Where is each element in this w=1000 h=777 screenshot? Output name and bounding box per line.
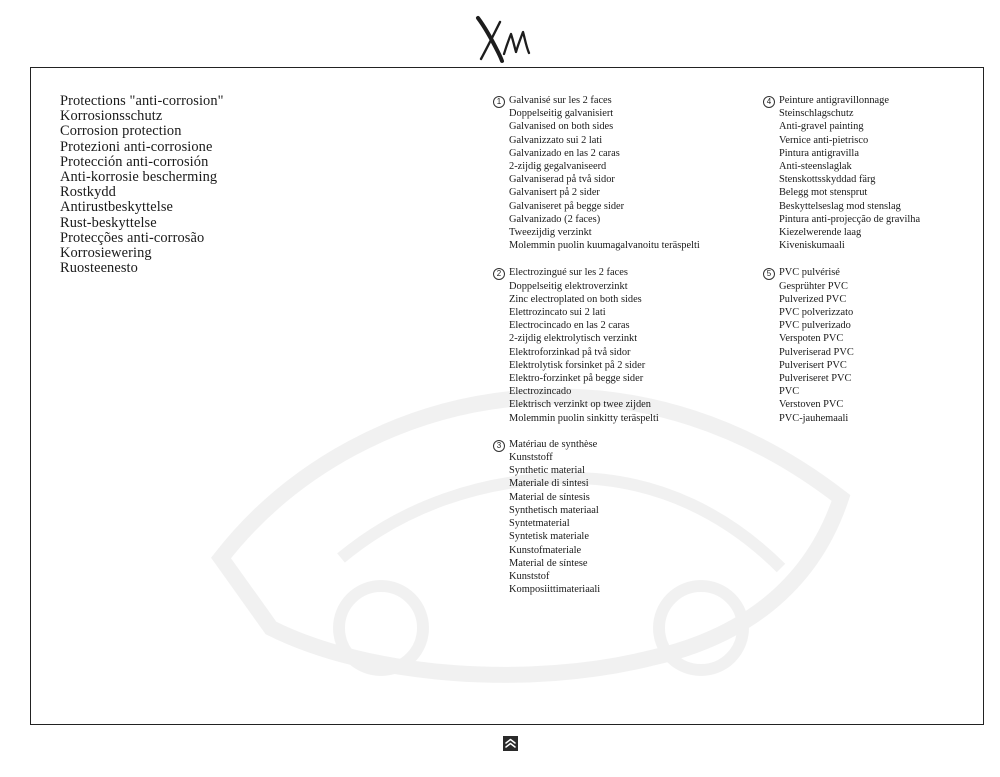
list-item: Pulveriseret PVC [779, 373, 852, 385]
section-3 [493, 438, 700, 596]
title-german: Korrosionsschutz [60, 108, 163, 125]
double-chevron-logo-icon [503, 736, 518, 751]
section-number-1: 1 [493, 96, 505, 108]
title-danish: Rust-beskyttelse [60, 214, 157, 231]
section-5 [763, 266, 920, 424]
title-afrikaans: Korrosiewering [60, 245, 152, 262]
list-item: PVC pulverizado [779, 320, 851, 332]
section-1 [493, 94, 700, 252]
title-spanish: Protección anti-corrosión [60, 153, 209, 170]
list-item: Elettrozincato sui 2 lati [509, 307, 606, 319]
list-item: Galvanizado (2 faces) [509, 213, 601, 225]
list-item: Galvaniserad på två sidor [509, 174, 615, 186]
list-item: Pulverisert PVC [779, 359, 847, 371]
list-item: Kunstofmateriale [509, 544, 582, 556]
list-item: Komposiittimateriaali [509, 584, 601, 596]
section-2 [493, 266, 700, 424]
list-item: Electrozingué sur les 2 faces [509, 267, 628, 279]
title-finnish: Ruosteenesto [60, 260, 138, 277]
list-item: Synthetic material [509, 465, 585, 477]
list-item: Pulverized PVC [779, 293, 847, 305]
list-item: Belegg mot stensprut [779, 187, 868, 199]
title-swedish: Rostkydd [60, 184, 116, 201]
list-item: Gesprühter PVC [779, 280, 848, 292]
list-item: Galvanisert på 2 sider [509, 187, 600, 199]
list-item: PVC [779, 386, 800, 398]
list-item: Vernice anti-pietrisco [779, 134, 869, 146]
list-item: Steinschlagschutz [779, 108, 854, 120]
list-item: Electrozincado [509, 386, 572, 398]
section-4-list [763, 94, 920, 252]
section-number-2: 2 [493, 268, 505, 280]
list-item: Tweezijdig verzinkt [509, 227, 592, 239]
list-item: Galvanisé sur les 2 faces [509, 95, 612, 106]
list-item: Verstoven PVC [779, 399, 844, 411]
list-item: Galvanizzato sui 2 lati [509, 134, 603, 146]
list-item: Galvaniseret på begge sider [509, 200, 625, 212]
list-item: Synthetisch materiaal [509, 504, 599, 516]
list-item: Doppelseitig galvanisiert [509, 108, 614, 120]
list-item: Pulveriserad PVC [779, 346, 854, 358]
list-item: PVC pulvérisé [779, 267, 840, 279]
title-list [60, 94, 224, 276]
list-item: Zinc electroplated on both sides [509, 293, 642, 305]
list-item: Pintura antigravilla [779, 147, 859, 159]
list-item: Molemmin puolin sinkitty teräspelti [509, 412, 659, 424]
list-item: Doppelseitig elektroverzinkt [509, 280, 628, 292]
list-item: Galvanizado en las 2 caras [509, 147, 620, 159]
list-item: 2-zijdig gegalvaniseerd [509, 161, 607, 173]
list-item: Syntetmaterial [509, 518, 570, 530]
section-number-3: 3 [493, 440, 505, 452]
section-4 [763, 94, 920, 252]
list-item: Galvanised on both sides [509, 121, 614, 133]
list-item: Anti-gravel painting [779, 121, 864, 133]
title-norwegian: Antirustbeskyttelse [60, 199, 174, 216]
list-item: PVC-jauhemaali [779, 412, 849, 424]
title-italian: Protezioni anti-corrosione [60, 138, 213, 155]
list-item: Materiale di sintesi [509, 478, 589, 490]
list-item: Kiezelwerende laag [779, 227, 862, 239]
list-item: 2-zijdig elektrolytisch verzinkt [509, 333, 638, 345]
content-frame [30, 67, 984, 725]
title-dutch: Anti-korrosie bescherming [60, 169, 218, 186]
list-item: Material de síntese [509, 557, 588, 569]
section-2-list [493, 266, 700, 424]
list-item: Kunststoff [509, 452, 553, 464]
list-item: Anti-steenslaglak [779, 161, 852, 173]
title-portuguese: Protecções anti-corrosão [60, 229, 205, 246]
section-1-list [493, 94, 700, 252]
list-item: Elektrolytisk forsinket på 2 sider [509, 359, 646, 371]
title-english: Corrosion protection [60, 123, 182, 140]
list-item: Verspoten PVC [779, 333, 844, 345]
list-item: Molemmin puolin kuumagalvanoitu teräspelti [509, 240, 700, 252]
list-item: Elektroforzinkad på två sidor [509, 346, 631, 358]
column-sections-4-5 [763, 94, 920, 425]
list-item: PVC polverizzato [779, 307, 854, 319]
list-item: Material de síntesis [509, 491, 590, 503]
list-item: Elektrisch verzinkt op twee zijden [509, 399, 651, 411]
list-item: Peinture antigravillonnage [779, 95, 889, 106]
list-item: Electrocincado en las 2 caras [509, 320, 630, 332]
section-number-4: 4 [763, 96, 775, 108]
list-item: Pintura anti-projecção de gravilha [779, 213, 921, 225]
title-french: Protections "anti-corrosion" [60, 93, 224, 109]
list-item: Matériau de synthèse [509, 438, 598, 450]
list-item: Stenskottsskyddad färg [779, 174, 876, 186]
list-item: Kunststof [509, 570, 550, 582]
column-sections-1-3 [493, 94, 700, 596]
list-item: Syntetisk materiale [509, 531, 589, 543]
list-item: Elektro-forzinket på begge sider [509, 373, 644, 385]
list-item: Beskyttelseslag mod stenslag [779, 200, 901, 212]
section-5-list [763, 266, 920, 424]
list-item: Kiveniskumaali [779, 240, 845, 252]
xm-logo [470, 14, 540, 64]
section-3-list [493, 438, 700, 596]
section-number-5: 5 [763, 268, 775, 280]
